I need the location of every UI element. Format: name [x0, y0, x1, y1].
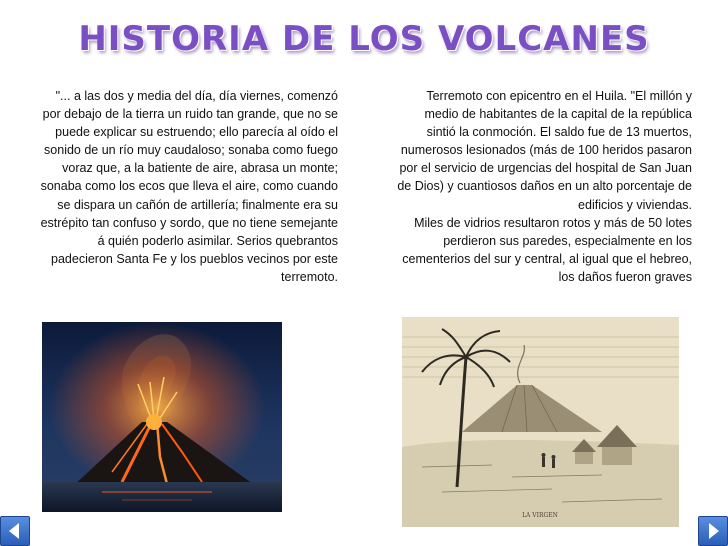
slide-title: HISTORIA DE LOS VOLCANES — [78, 19, 650, 59]
right-paragraph-2: Miles de vidrios resultaron rotos y más de 50 lotes perdieron sus paredes, especialmente en los cementerios del sur y central, al igual que el hebreo, los daños fueron graves — [402, 215, 692, 284]
engraving-caption: LA VIRGEN — [522, 512, 558, 519]
left-text-column — [38, 87, 338, 286]
volcano-eruption-photo — [42, 322, 282, 512]
previous-slide-button[interactable] — [0, 516, 30, 546]
left-paragraph: "... a las dos y media del día, día viernes, comenzó por debajo de la tierra un ruido tan grande, que no se puede explicar su estruendo; ello parecía al oído el sonido de un río muy caudaloso; sonaba como fuego voraz que, a la batiente de aire, abrasa un monte; sonaba como los ecos que lleva el aire, como cuando se dispara un cañón de artillería; finalmente era su estrépito tan confuso y sordo, que no tiene semejante á quién poderlo asimilar. Serios quebrantos padecieron Santa Fe y los pueblos vecinos por este terremoto. — [40, 89, 338, 284]
historical-engraving-image — [402, 317, 679, 527]
right-text-column — [392, 87, 692, 286]
arrow-left-icon — [1, 517, 29, 545]
arrow-right-icon — [699, 517, 727, 545]
next-slide-button[interactable] — [698, 516, 728, 546]
right-paragraph-1: Terremoto con epicentro en el Huila. "El millón y medio de habitantes de la capital de la república sintió la conmoción. El saldo fue de 13 muertos, numerosos lesionados (más de 100 heridos pasaron por el servicio de urgencias del hospital de San Juan de Dios) y cuantiosos daños en un alto porcentaje de edificios y viviendas. — [397, 89, 692, 212]
